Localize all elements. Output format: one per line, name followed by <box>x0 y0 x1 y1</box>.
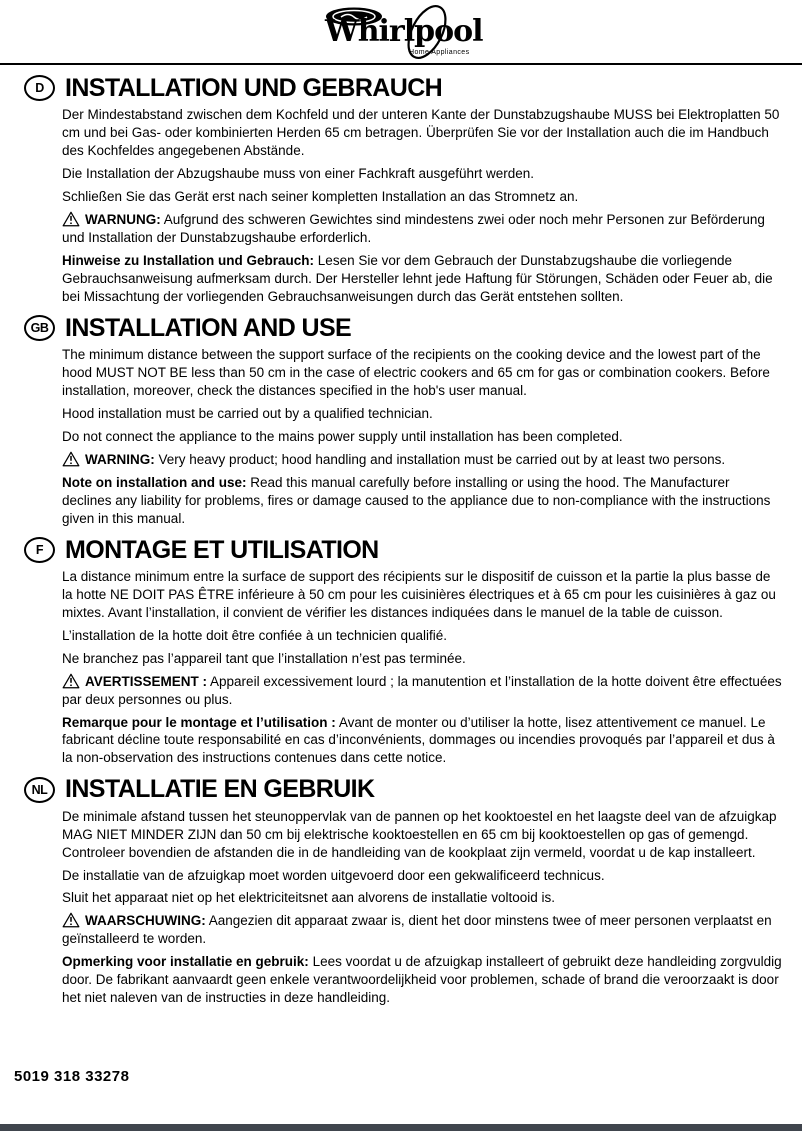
language-badge-d: D <box>24 75 55 101</box>
warning-text: Aufgrund des schweren Gewichtes sind mindestens zwei oder noch mehr Personen zur Beförderung und Installation der Dunstabzugshaube erforderlich. <box>62 212 765 245</box>
note-label: Note on installation and use: <box>62 474 247 490</box>
warning-label: AVERTISSEMENT : <box>85 673 208 689</box>
warning-triangle-icon <box>62 913 85 928</box>
note-text: Lees voordat u de afzuigkap installeert of gebruikt deze handleiding zorgvuldig door. De fabrikant aanvaardt geen enkele verantwoordelijkheid voor problemen, schade of brand die veroorzaakt is door het niet naleven van de instructies in deze handleiding. <box>62 954 782 1006</box>
brand-tagline: Home Appliances <box>409 49 470 56</box>
section-body <box>62 106 782 306</box>
warning-label: WARNUNG: <box>85 212 161 228</box>
warning-text: Appareil excessivement lourd ; la manutention et l’installation de la hotte doivent être effectuées par deux personnes ou plus. <box>62 673 782 707</box>
note-label: Remarque pour le montage et l’utilisation : <box>62 714 336 730</box>
warning-block <box>62 673 782 709</box>
note-block <box>62 714 782 768</box>
manual-content <box>0 65 802 1007</box>
warning-triangle-icon <box>62 212 85 227</box>
warning-triangle-icon <box>62 674 85 689</box>
language-badge-f: F <box>24 537 55 563</box>
section-title: MONTAGE ET UTILISATION <box>65 535 379 564</box>
paragraph: La distance minimum entre la surface de support des récipients sur le dispositif de cuisson et la partie la plus basse de la hotte NE DOIT PAS ÊTRE inférieure à 50 cm pour les cuisinières électriques et à 65 cm pour les cuisinières à gaz ou mixtes. Avant l’installation, il convient de vérifier les distances indiquées dans le manuel de la table de cuisson. <box>62 568 776 620</box>
paragraph: Hood installation must be carried out by a qualified technician. <box>62 405 433 421</box>
section-title: INSTALLATION AND USE <box>65 313 352 342</box>
document-code: 5019 318 33278 <box>14 1068 130 1085</box>
warning-block <box>62 451 782 469</box>
section-header <box>24 315 782 341</box>
section-title: INSTALLATION UND GEBRAUCH <box>65 74 443 102</box>
language-badge-gb: GB <box>24 315 55 341</box>
paragraph: De minimale afstand tussen het steunoppervlak van de pannen op het kooktoestel en het laagste deel van de afzuigkap MAG NIET MINDER ZIJN dan 50 cm bij elektrische kooktoestellen en 65 cm bij kooktoestellen op gas of gemengd. Controleer bovendien de afstanden die in de handleiding van de kookplaat zijn vermeld, voordat u de kap installeert. <box>62 808 777 860</box>
warning-label: WAARSCHUWING: <box>85 913 206 929</box>
note-text: Read this manual carefully before installing or using the hood. The Manufacturer declines any liability for problems, fires or damage caused to the appliance due to non-compliance with the instructions given in this manual. <box>62 474 771 526</box>
section-body <box>62 808 782 1008</box>
logo-swoosh-icon <box>367 1 487 68</box>
note-block <box>62 474 782 528</box>
paragraph: The minimum distance between the support surface of the recipients on the cooking device and the lowest part of the hood MUST NOT BE less than 50 cm in the case of electric cookers and 65 cm for gas or combination cookers. Before installation, moreover, check the distances specified in the hob's user manual. <box>62 347 770 398</box>
warning-block <box>62 912 782 948</box>
note-label: Opmerking voor installatie en gebruik: <box>62 954 309 970</box>
note-label: Hinweise zu Installation und Gebrauch: <box>62 252 315 268</box>
warning-label: WARNING: <box>85 451 155 467</box>
note-text: Avant de monter ou d’utiliser la hotte, lisez attentivement ce manuel. Le fabricant décline toute responsabilité en cas d’inconvénients, dommages ou incendies provoqués par l’appareil et dus à la non-observation des instructions contenues dans cette notice. <box>62 714 775 766</box>
paragraph: L’installation de la hotte doit être confiée à un technicien qualifié. <box>62 627 448 643</box>
section-english <box>24 315 782 528</box>
note-block <box>62 953 782 1007</box>
language-badge-nl: NL <box>24 777 55 803</box>
section-title: INSTALLATIE EN GEBRUIK <box>65 775 375 804</box>
warning-text: Aangezien dit apparaat zwaar is, dient het door minstens twee of meer personen verplaatst en geïnstalleerd te worden. <box>62 913 772 947</box>
warning-block <box>62 211 782 247</box>
warning-triangle-icon <box>62 452 85 467</box>
header <box>0 3 802 63</box>
section-dutch <box>24 776 782 1007</box>
paragraph: Do not connect the appliance to the mains power supply until installation has been completed. <box>62 428 623 444</box>
paragraph: Ne branchez pas l’appareil tant que l’installation n’est pas terminée. <box>62 650 466 666</box>
paragraph: Die Installation der Abzugshaube muss von einer Fachkraft ausgeführt werden. <box>62 166 535 182</box>
paragraph: De installatie van de afzuigkap moet worden uitgevoerd door een gekwalificeerd technicus. <box>62 867 605 883</box>
section-german <box>24 75 782 306</box>
note-text: Lesen Sie vor dem Gebrauch der Dunstabzugshaube die vorliegende Gebrauchsanweisung aufmerksam durch. Der Hersteller lehnt jede Haftung für Störungen, Schäden oder Feuer ab, die bei Missachtung der vorliegenden Gebrauchsanweisungen durch das Gerät entstehen sollten. <box>62 252 773 304</box>
section-header <box>24 776 782 802</box>
section-body <box>62 346 782 528</box>
section-french <box>24 537 782 768</box>
whirlpool-logo <box>325 3 483 59</box>
paragraph: Der Mindestabstand zwischen dem Kochfeld und der unteren Kante der Dunstabzugshaube MUSS bei Elektroplatten 50 cm und bei Gas- oder kombinierten Herden 65 cm betragen. Überprüfen Sie vor der Installation auch die im Handbuch des Kochfeldes angegebenen Abstände. <box>62 107 780 159</box>
note-block <box>62 252 782 306</box>
paragraph: Schließen Sie das Gerät erst nach seiner kompletten Installation an das Stromnetz an. <box>62 189 579 205</box>
section-body <box>62 568 782 768</box>
section-header <box>24 537 782 563</box>
paragraph: Sluit het apparaat niet op het elektriciteitsnet aan alvorens de installatie voltooid is. <box>62 890 556 906</box>
warning-text: Very heavy product; hood handling and installation must be carried out by at least two persons. <box>158 451 726 467</box>
brand-name: Whirlpool <box>325 14 483 49</box>
bottom-bar <box>0 1124 802 1131</box>
section-header <box>24 75 782 101</box>
